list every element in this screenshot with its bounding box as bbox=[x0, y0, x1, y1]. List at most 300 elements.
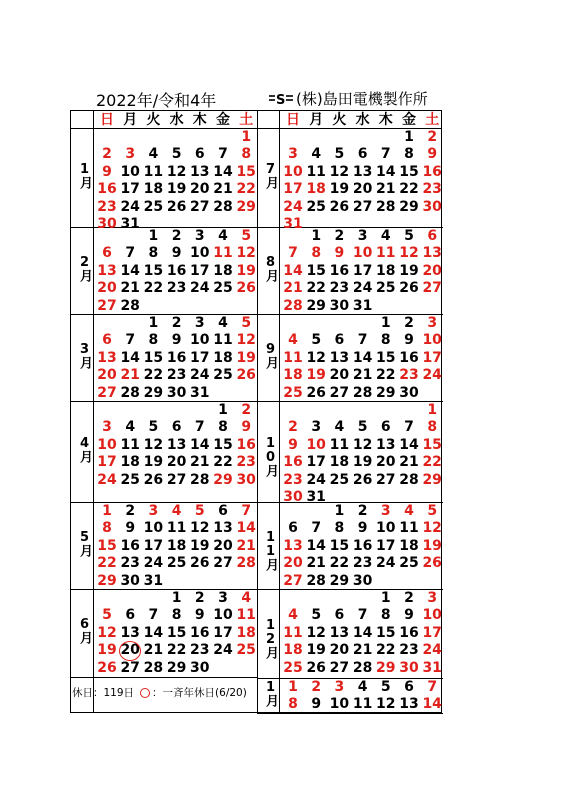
day-cell: 9 bbox=[241, 419, 252, 436]
day-cell: 28 bbox=[352, 659, 373, 676]
day-cell: 21 bbox=[283, 280, 303, 297]
month-label: 5月 bbox=[77, 529, 92, 556]
calendar-footer bbox=[72, 685, 247, 700]
day-cell: 2 bbox=[241, 402, 252, 418]
day-cell: 19 bbox=[97, 642, 117, 659]
day-cell: 21 bbox=[352, 367, 373, 384]
day-cell: 23 bbox=[166, 367, 187, 384]
day-cell: 7 bbox=[357, 607, 368, 624]
day-cell: 6 bbox=[125, 607, 136, 624]
day-cell: 20 bbox=[120, 642, 140, 659]
day-cell: 14 bbox=[306, 537, 326, 554]
day-cell: 30 bbox=[399, 659, 419, 676]
day-cell: 26 bbox=[399, 280, 419, 297]
day-cell: 23 bbox=[236, 454, 256, 471]
day-cell: 7 bbox=[125, 245, 136, 262]
day-cell: 6 bbox=[102, 245, 112, 262]
day-cell: 8 bbox=[404, 146, 414, 163]
day-cell: 12 bbox=[236, 245, 256, 262]
day-cell: 26 bbox=[166, 198, 187, 215]
day-cell: 9 bbox=[171, 332, 182, 349]
day-cell: 2 bbox=[334, 228, 345, 244]
day-cell: 19 bbox=[306, 367, 326, 384]
calendar-title: 2022年/令和4年 bbox=[96, 91, 217, 110]
day-cell: 19 bbox=[190, 537, 210, 554]
day-cell: 14 bbox=[283, 262, 303, 279]
legend-text: ：一斉年休日(6/20) bbox=[152, 687, 247, 699]
day-cell: 3 bbox=[427, 315, 438, 331]
day-cell: 4 bbox=[404, 503, 414, 519]
day-cell: 7 bbox=[218, 146, 228, 163]
day-cell: 1 bbox=[311, 228, 322, 244]
weekday-header: 金 bbox=[402, 112, 416, 128]
day-cell: 7 bbox=[125, 332, 136, 349]
day-cell: 9 bbox=[404, 332, 414, 349]
day-cell: 9 bbox=[288, 436, 298, 453]
day-cell: 14 bbox=[376, 163, 396, 180]
day-cell: 9 bbox=[427, 146, 438, 163]
day-cell: 5 bbox=[194, 503, 205, 519]
day-cell: 8 bbox=[218, 419, 228, 436]
day-cell: 12 bbox=[399, 245, 419, 262]
day-cell: 28 bbox=[283, 297, 303, 314]
day-cell: 10 bbox=[329, 696, 350, 713]
day-cell: 10 bbox=[352, 245, 373, 262]
day-cell: 7 bbox=[241, 503, 252, 519]
day-cell: 3 bbox=[194, 315, 205, 331]
weekday-header: 火 bbox=[146, 112, 161, 128]
day-cell: 2 bbox=[288, 419, 298, 436]
day-cell: 29 bbox=[306, 297, 326, 314]
day-cell: 6 bbox=[194, 146, 205, 163]
day-cell: 17 bbox=[376, 537, 396, 554]
day-cell: 27 bbox=[352, 198, 373, 215]
day-cell: 26 bbox=[306, 384, 326, 401]
day-cell: 18 bbox=[329, 454, 350, 471]
day-cell: 21 bbox=[120, 367, 140, 384]
day-cell: 29 bbox=[97, 572, 117, 589]
weekday-header: 土 bbox=[425, 112, 440, 128]
day-cell: 27 bbox=[329, 384, 350, 401]
day-cell: 9 bbox=[102, 163, 112, 180]
day-cell: 3 bbox=[427, 590, 438, 606]
day-cell: 16 bbox=[422, 163, 442, 180]
day-cell: 23 bbox=[283, 471, 303, 488]
day-cell: 18 bbox=[283, 642, 303, 659]
day-cell: 7 bbox=[194, 419, 205, 436]
day-cell: 17 bbox=[213, 624, 233, 641]
day-cell: 5 bbox=[148, 419, 159, 436]
weekday-header: 木 bbox=[192, 112, 207, 128]
day-cell: 19 bbox=[422, 537, 442, 554]
day-cell: 27 bbox=[190, 198, 210, 215]
day-cell: 7 bbox=[311, 520, 322, 537]
day-cell: 31 bbox=[283, 216, 303, 232]
day-cell: 16 bbox=[236, 436, 256, 453]
day-cell: 13 bbox=[329, 624, 350, 641]
day-cell: 3 bbox=[380, 503, 391, 519]
month-label: 3月 bbox=[77, 341, 92, 368]
month-label: 10月 bbox=[263, 435, 278, 476]
day-cell: 2 bbox=[427, 129, 438, 145]
day-cell: 9 bbox=[357, 520, 368, 537]
day-cell: 3 bbox=[218, 590, 228, 606]
day-cell: 12 bbox=[376, 696, 396, 713]
day-cell: 20 bbox=[190, 181, 210, 198]
day-cell: 21 bbox=[190, 454, 210, 471]
day-cell: 12 bbox=[306, 349, 326, 366]
day-cell: 15 bbox=[213, 436, 233, 453]
day-cell: 30 bbox=[166, 384, 187, 401]
day-cell: 3 bbox=[148, 503, 159, 519]
day-cell: 13 bbox=[352, 163, 373, 180]
day-cell: 4 bbox=[288, 607, 298, 624]
day-cell: 25 bbox=[329, 471, 350, 488]
day-cell: 9 bbox=[171, 245, 182, 262]
day-cell: 17 bbox=[422, 624, 442, 641]
day-cell: 1 bbox=[218, 402, 228, 418]
circle-mark-icon bbox=[140, 688, 150, 698]
day-cell: 4 bbox=[218, 315, 228, 331]
day-cell: 8 bbox=[334, 520, 345, 537]
day-cell: 29 bbox=[376, 384, 396, 401]
day-cell: 7 bbox=[148, 607, 159, 624]
month-label: 7月 bbox=[263, 161, 278, 188]
day-cell: 13 bbox=[422, 245, 442, 262]
day-cell: 17 bbox=[306, 454, 326, 471]
day-cell: 8 bbox=[288, 696, 298, 713]
day-cell: 18 bbox=[376, 262, 396, 279]
day-cell: 28 bbox=[376, 198, 396, 215]
company-name bbox=[268, 88, 428, 109]
day-cell: 22 bbox=[399, 181, 419, 198]
day-cell: 11 bbox=[283, 349, 303, 366]
day-cell: 15 bbox=[236, 163, 256, 180]
day-cell: 20 bbox=[352, 181, 373, 198]
day-cell: 2 bbox=[357, 503, 368, 519]
day-cell: 29 bbox=[143, 384, 164, 401]
day-cell: 19 bbox=[143, 454, 164, 471]
day-cell: 18 bbox=[283, 367, 303, 384]
day-cell: 17 bbox=[190, 349, 210, 366]
day-cell: 1 bbox=[427, 402, 438, 418]
day-cell: 6 bbox=[102, 332, 112, 349]
day-cell: 8 bbox=[311, 245, 322, 262]
day-cell: 31 bbox=[120, 216, 140, 232]
day-cell: 10 bbox=[422, 332, 442, 349]
day-cell: 6 bbox=[334, 607, 345, 624]
day-cell: 22 bbox=[306, 280, 326, 297]
day-cell: 6 bbox=[288, 520, 298, 537]
day-cell: 31 bbox=[190, 384, 210, 401]
day-cell: 12 bbox=[352, 436, 373, 453]
day-cell: 6 bbox=[334, 332, 345, 349]
day-cell: 2 bbox=[311, 679, 322, 695]
day-cell: 22 bbox=[166, 642, 187, 659]
day-cell: 30 bbox=[399, 384, 419, 401]
day-cell: 21 bbox=[213, 181, 233, 198]
day-cell: 23 bbox=[352, 555, 373, 572]
day-cell: 24 bbox=[97, 471, 117, 488]
day-cell: 14 bbox=[352, 624, 373, 641]
day-cell: 15 bbox=[399, 163, 419, 180]
day-cell: 11 bbox=[120, 436, 140, 453]
day-cell: 1 bbox=[380, 315, 391, 331]
day-cell: 15 bbox=[422, 436, 442, 453]
day-cell: 28 bbox=[352, 384, 373, 401]
weekday-header: 木 bbox=[378, 112, 393, 128]
day-cell: 28 bbox=[213, 198, 233, 215]
day-cell: 11 bbox=[166, 520, 187, 537]
day-cell: 20 bbox=[213, 537, 233, 554]
day-cell: 31 bbox=[352, 297, 373, 314]
day-cell: 9 bbox=[404, 607, 414, 624]
day-cell: 4 bbox=[171, 503, 182, 519]
day-cell: 5 bbox=[241, 228, 252, 244]
day-cell: 8 bbox=[380, 607, 391, 624]
month-label: 11月 bbox=[263, 529, 278, 570]
day-cell: 22 bbox=[376, 642, 396, 659]
day-cell: 5 bbox=[311, 607, 322, 624]
day-cell: 23 bbox=[190, 642, 210, 659]
day-cell: 3 bbox=[194, 228, 205, 244]
day-cell: 16 bbox=[190, 624, 210, 641]
weekday-header: 水 bbox=[355, 112, 370, 128]
day-cell: 26 bbox=[97, 659, 117, 676]
day-cell: 10 bbox=[120, 163, 140, 180]
day-cell: 14 bbox=[399, 436, 419, 453]
day-cell: 26 bbox=[352, 471, 373, 488]
day-cell: 30 bbox=[422, 198, 442, 215]
day-cell: 22 bbox=[97, 555, 117, 572]
day-cell: 11 bbox=[283, 624, 303, 641]
weekday-header: 土 bbox=[239, 112, 254, 128]
day-cell: 28 bbox=[190, 471, 210, 488]
day-cell: 9 bbox=[311, 696, 322, 713]
day-cell: 4 bbox=[148, 146, 159, 163]
day-cell: 13 bbox=[329, 349, 350, 366]
day-cell: 4 bbox=[334, 419, 345, 436]
day-cell: 5 bbox=[102, 607, 112, 624]
day-cell: 13 bbox=[120, 624, 140, 641]
day-cell: 17 bbox=[190, 262, 210, 279]
day-cell: 21 bbox=[399, 454, 419, 471]
day-cell: 7 bbox=[288, 245, 298, 262]
day-cell: 13 bbox=[399, 696, 419, 713]
day-cell: 8 bbox=[148, 332, 159, 349]
day-cell: 2 bbox=[404, 315, 414, 331]
day-cell: 11 bbox=[376, 245, 396, 262]
day-cell: 17 bbox=[283, 181, 303, 198]
day-cell: 23 bbox=[422, 181, 442, 198]
day-cell: 3 bbox=[288, 146, 298, 163]
day-cell: 6 bbox=[357, 146, 368, 163]
month-divider bbox=[71, 677, 257, 678]
day-cell: 2 bbox=[171, 315, 182, 331]
day-cell: 11 bbox=[329, 436, 350, 453]
day-cell: 8 bbox=[427, 419, 438, 436]
day-cell: 20 bbox=[283, 555, 303, 572]
day-cell: 5 bbox=[334, 146, 345, 163]
day-cell: 23 bbox=[120, 555, 140, 572]
day-cell: 12 bbox=[97, 624, 117, 641]
day-cell: 11 bbox=[143, 163, 164, 180]
month-label: 9月 bbox=[263, 341, 278, 368]
day-cell: 24 bbox=[352, 280, 373, 297]
day-cell: 15 bbox=[329, 537, 350, 554]
day-cell: 11 bbox=[236, 607, 256, 624]
day-cell: 21 bbox=[352, 642, 373, 659]
day-cell: 17 bbox=[422, 349, 442, 366]
day-cell: 30 bbox=[120, 572, 140, 589]
grid-vertical-line bbox=[93, 111, 94, 712]
day-cell: 11 bbox=[306, 163, 326, 180]
day-cell: 5 bbox=[380, 679, 391, 695]
day-cell: 31 bbox=[143, 572, 164, 589]
day-cell: 16 bbox=[166, 349, 187, 366]
day-cell: 30 bbox=[236, 471, 256, 488]
day-cell: 16 bbox=[329, 262, 350, 279]
weekday-header: 月 bbox=[309, 112, 324, 128]
day-cell: 23 bbox=[329, 280, 350, 297]
day-cell: 2 bbox=[194, 590, 205, 606]
day-cell: 25 bbox=[283, 384, 303, 401]
day-cell: 25 bbox=[213, 280, 233, 297]
day-cell: 18 bbox=[236, 624, 256, 641]
day-cell: 12 bbox=[422, 520, 442, 537]
day-cell: 16 bbox=[352, 537, 373, 554]
day-cell: 14 bbox=[352, 349, 373, 366]
day-cell: 27 bbox=[329, 659, 350, 676]
day-cell: 11 bbox=[352, 696, 373, 713]
day-cell: 12 bbox=[236, 332, 256, 349]
day-cell: 25 bbox=[143, 198, 164, 215]
day-cell: 4 bbox=[288, 332, 298, 349]
day-cell: 16 bbox=[166, 262, 187, 279]
day-cell: 3 bbox=[311, 419, 322, 436]
day-cell: 20 bbox=[97, 367, 117, 384]
day-cell: 14 bbox=[422, 696, 442, 713]
company-logo-icon bbox=[268, 92, 294, 106]
day-cell: 12 bbox=[143, 436, 164, 453]
day-cell: 15 bbox=[143, 262, 164, 279]
day-cell: 17 bbox=[97, 454, 117, 471]
day-cell: 27 bbox=[422, 280, 442, 297]
day-cell: 28 bbox=[120, 297, 140, 314]
day-cell: 20 bbox=[376, 454, 396, 471]
day-cell: 28 bbox=[120, 384, 140, 401]
weekday-header: 金 bbox=[216, 112, 230, 128]
day-cell: 24 bbox=[190, 280, 210, 297]
day-cell: 29 bbox=[329, 572, 350, 589]
company-label: (株)島田電機製作所 bbox=[296, 90, 428, 108]
day-cell: 8 bbox=[148, 245, 159, 262]
day-cell: 6 bbox=[380, 419, 391, 436]
day-cell: 6 bbox=[218, 503, 228, 519]
day-cell: 28 bbox=[143, 659, 164, 676]
day-cell: 9 bbox=[334, 245, 345, 262]
day-cell: 22 bbox=[143, 367, 164, 384]
day-cell: 26 bbox=[236, 367, 256, 384]
day-cell: 15 bbox=[143, 349, 164, 366]
day-cell: 10 bbox=[143, 520, 164, 537]
day-cell: 11 bbox=[399, 520, 419, 537]
day-cell: 1 bbox=[148, 315, 159, 331]
day-cell: 30 bbox=[283, 489, 303, 505]
day-cell: 1 bbox=[102, 503, 112, 519]
day-cell: 29 bbox=[166, 659, 187, 676]
month-label: 1月 bbox=[77, 161, 92, 188]
day-cell: 30 bbox=[190, 659, 210, 676]
day-cell: 13 bbox=[213, 520, 233, 537]
day-cell: 20 bbox=[166, 454, 187, 471]
day-cell: 14 bbox=[120, 349, 140, 366]
day-cell: 21 bbox=[376, 181, 396, 198]
day-cell: 29 bbox=[422, 471, 442, 488]
day-cell: 15 bbox=[376, 624, 396, 641]
day-cell: 24 bbox=[213, 642, 233, 659]
day-cell: 6 bbox=[171, 419, 182, 436]
day-cell: 27 bbox=[97, 384, 117, 401]
day-cell: 26 bbox=[329, 198, 350, 215]
day-cell: 4 bbox=[311, 146, 322, 163]
weekday-header: 水 bbox=[169, 112, 184, 128]
day-cell: 15 bbox=[306, 262, 326, 279]
day-cell: 2 bbox=[125, 503, 136, 519]
day-cell: 17 bbox=[120, 181, 140, 198]
day-cell: 18 bbox=[306, 181, 326, 198]
day-cell: 16 bbox=[283, 454, 303, 471]
month-label: 6月 bbox=[77, 617, 92, 643]
month-label: 1月 bbox=[263, 679, 278, 706]
day-cell: 4 bbox=[218, 228, 228, 244]
day-cell: 23 bbox=[399, 642, 419, 659]
day-cell: 11 bbox=[213, 245, 233, 262]
day-cell: 8 bbox=[380, 332, 391, 349]
day-cell: 22 bbox=[143, 280, 164, 297]
day-cell: 22 bbox=[329, 555, 350, 572]
day-cell: 21 bbox=[306, 555, 326, 572]
day-cell: 10 bbox=[97, 436, 117, 453]
day-cell: 16 bbox=[97, 181, 117, 198]
day-cell: 20 bbox=[422, 262, 442, 279]
day-cell: 13 bbox=[376, 436, 396, 453]
day-cell: 16 bbox=[399, 349, 419, 366]
day-cell: 9 bbox=[125, 520, 136, 537]
day-cell: 25 bbox=[120, 471, 140, 488]
day-cell: 28 bbox=[399, 471, 419, 488]
day-cell: 26 bbox=[190, 555, 210, 572]
day-cell: 18 bbox=[213, 349, 233, 366]
day-cell: 5 bbox=[427, 503, 438, 519]
day-cell: 18 bbox=[399, 537, 419, 554]
day-cell: 13 bbox=[190, 163, 210, 180]
day-cell: 19 bbox=[236, 262, 256, 279]
day-cell: 1 bbox=[334, 503, 345, 519]
month-label: 4月 bbox=[77, 435, 92, 462]
day-cell: 15 bbox=[166, 624, 187, 641]
day-cell: 25 bbox=[166, 555, 187, 572]
day-cell: 1 bbox=[288, 679, 298, 695]
day-cell: 25 bbox=[283, 659, 303, 676]
day-cell: 7 bbox=[357, 332, 368, 349]
calendar-grid bbox=[70, 110, 442, 713]
day-cell: 27 bbox=[120, 659, 140, 676]
day-cell: 8 bbox=[102, 520, 112, 537]
day-cell: 13 bbox=[283, 537, 303, 554]
day-cell: 10 bbox=[283, 163, 303, 180]
day-cell: 19 bbox=[236, 349, 256, 366]
